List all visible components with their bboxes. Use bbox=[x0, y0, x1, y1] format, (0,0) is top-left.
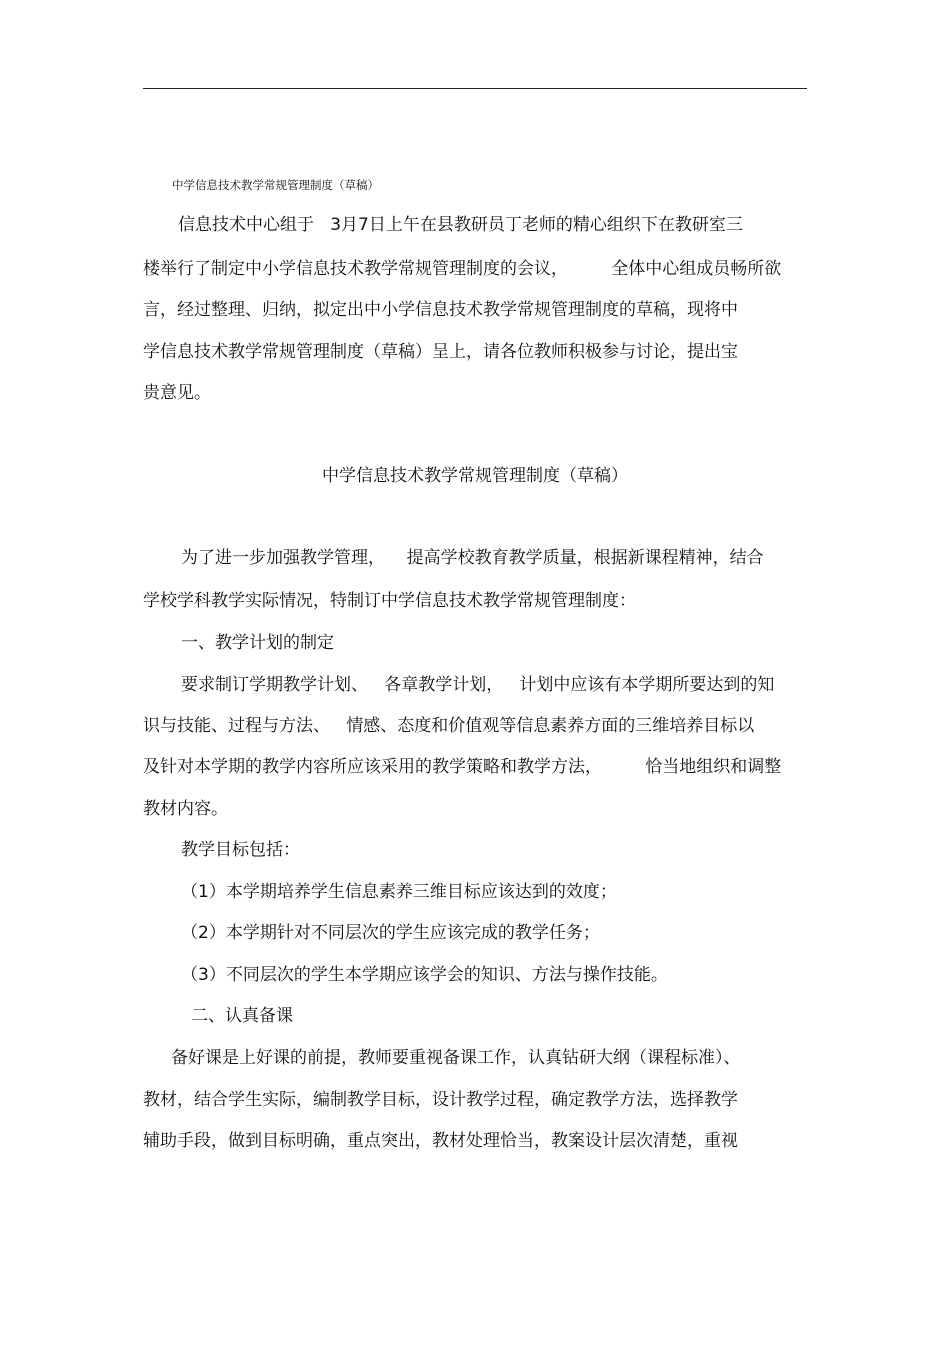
goal-item-3: （3）不同层次的学生本学期应该学会的知识、方法与操作技能。 bbox=[181, 965, 668, 985]
intro-line-4: 学信息技术教学常规管理制度（草稿）呈上，请各位教师积极参与讨论，提出宝 bbox=[143, 342, 738, 362]
header-title: 中学信息技术教学常规管理制度（草稿） bbox=[172, 178, 379, 192]
goal-item-1: （1）本学期培养学生信息素养三维目标应该达到的效度； bbox=[181, 882, 617, 902]
section1-line-1: 要求制订学期教学计划、 各章教学计划， 计划中应该有本学期所要达到的知 bbox=[181, 675, 775, 695]
intro-line-3: 言，经过整理、归纳，拟定出中小学信息技术教学常规管理制度的草稿，现将中 bbox=[143, 300, 738, 320]
section1-line-3: 及针对本学期的教学内容所应该采用的教学策略和教学方法， 恰当地组织和调整 bbox=[143, 757, 782, 777]
section2-line-1: 备好课是上好课的前提，教师要重视备课工作，认真钻研大纲（课程标准）、 bbox=[171, 1048, 741, 1068]
preface-line-2: 学校学科教学实际情况，特制订中学信息技术教学常规管理制度： bbox=[143, 591, 636, 611]
intro-line-5: 贵意见。 bbox=[143, 383, 211, 403]
header-rule bbox=[143, 88, 807, 89]
section2-line-2: 教材，结合学生实际，编制教学目标，设计教学过程，确定教学方法，选择教学 bbox=[143, 1090, 738, 1110]
goal-item-2: （2）本学期针对不同层次的学生应该完成的教学任务； bbox=[181, 923, 600, 943]
intro-line-2: 楼举行了制定中小学信息技术教学常规管理制度的会议， 全体中心组成员畅所欲 bbox=[143, 259, 782, 279]
intro-line-1: 信息技术中心组于 3月7日上午在县教研员丁老师的精心组织下在教研室三 bbox=[178, 215, 743, 235]
section2-line-3: 辅助手段，做到目标明确，重点突出，教材处理恰当，教案设计层次清楚，重视 bbox=[143, 1131, 738, 1151]
section-heading-2: 二、认真备课 bbox=[191, 1006, 293, 1026]
section1-line-2: 识与技能、过程与方法、 情感、态度和价值观等信息素养方面的三维培养目标以 bbox=[143, 716, 755, 736]
preface-line-1: 为了进一步加强教学管理， 提高学校教育教学质量，根据新课程精神，结合 bbox=[181, 548, 764, 568]
document-title: 中学信息技术教学常规管理制度（草稿） bbox=[322, 466, 628, 486]
section-heading-1: 一、教学计划的制定 bbox=[181, 633, 334, 653]
goals-intro: 教学目标包括： bbox=[181, 840, 300, 860]
section1-line-4: 教材内容。 bbox=[143, 799, 228, 819]
